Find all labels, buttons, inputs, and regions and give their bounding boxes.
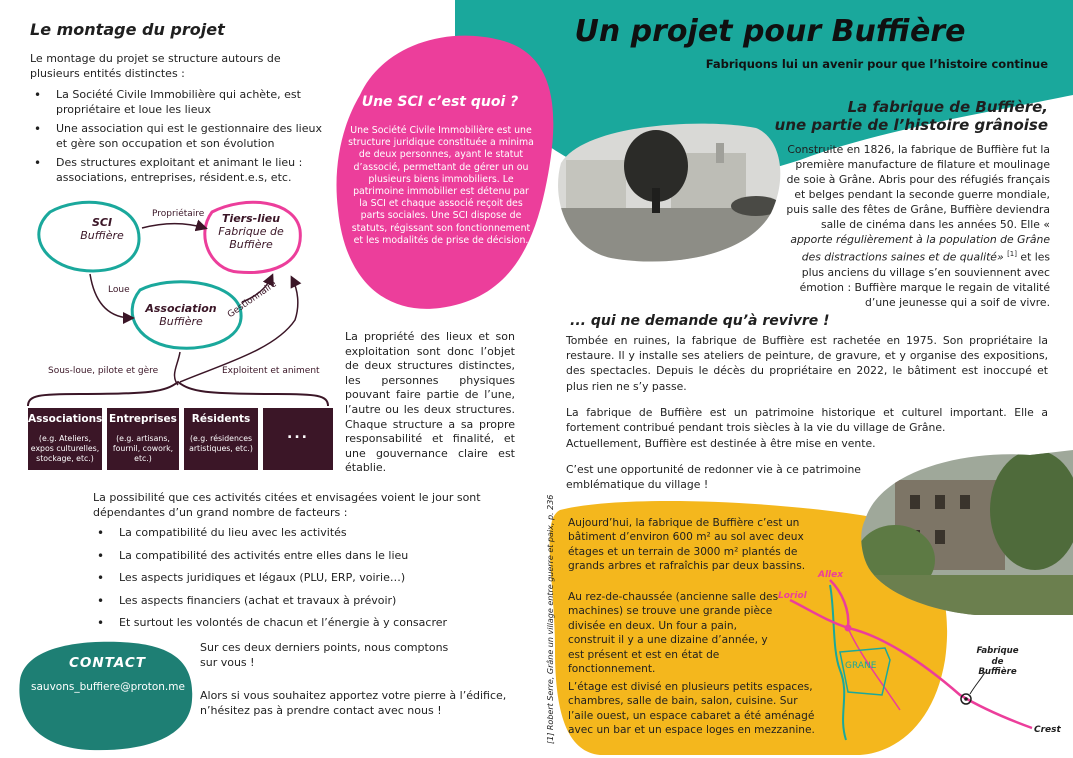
gestionnaire-label: Gestionnaire <box>226 279 279 321</box>
aujourdhui-p3: L’étage est divisé en plusieurs petits espaces, chambres, salle de bain, salon, cuisine. Sur l’aile ouest, un espace cabaret a été aménagé avec un bar et un espace loges en mezzanine. <box>568 681 815 737</box>
fabrique-title: La fabrique de Buffière, une partie de l’histoire grânoise <box>774 98 1048 134</box>
list-item: • Les aspects juridiques et légaux (PLU, ERP, voirie…) <box>93 571 513 586</box>
map-label-crest: Crest <box>1034 725 1061 735</box>
road-loriol <box>790 600 848 628</box>
sous-loue-label: Sous-loue, pilote et gère <box>48 366 159 376</box>
page-subtitle: Fabriquons lui un avenir pour que l’histoire continue <box>705 57 1048 71</box>
facteurs-intro: La possibilité que ces activités citées et envisagées voient le jour sont dépendantes d’un grand nombre de facteurs : <box>93 491 481 519</box>
list-item: • Des structures exploitant et animant le lieu : associations, entreprises, résident.e.s, etc. <box>30 156 330 185</box>
sous-loue-branch <box>175 352 180 385</box>
sci-def-title: Une SCI c’est quoi ? <box>361 94 519 110</box>
contact-line1: Sur ces deux derniers points, nous comptons sur vous ! <box>200 641 449 670</box>
exploitent-label: Exploitent et animent <box>222 366 320 376</box>
citation: [1] Robert Serre, Grâne un village entre guerre et paix, p. 236 <box>546 494 555 744</box>
list-item: • La compatibilité du lieu avec les activités <box>93 526 513 541</box>
map-label-fabrique: Fabrique de Buffière <box>976 646 1019 677</box>
aujourdhui-p1: Aujourd’hui, la fabrique de Buffière c’est un bâtiment d’environ 600 m² au sol avec deux étages et un terrain de 3000 m² plantés de grands arbres et rafraîchis par deux bassins. <box>568 517 806 573</box>
box-more: ... <box>263 408 333 470</box>
montage-intro: Le montage du projet se structure autours de plusieurs entités distinctes : <box>30 52 281 80</box>
brace <box>28 382 328 406</box>
sci-def-text: Une Société Civile Immobilière est une structure juridique constituée a minima de deux personnes, ayant le statut d’associé, permettant de gérer un ou plusieurs biens immobiliers. Le patrimoine immobilier est détenu par la SCI et chaque associé reçoit des parts sociales. Une SCI dispose de statuts, régissant son fonctionnement et les modalités de prise de décision. <box>348 125 534 246</box>
montage-title: Le montage du projet <box>30 20 225 39</box>
revivre-p3: Actuellement, Buffière est destinée à être mise en vente. <box>566 437 876 450</box>
contact-title: CONTACT <box>69 655 146 671</box>
map-label-grane: GRANE <box>845 661 877 671</box>
list-item: • La Société Civile Immobilière qui achète, est propriétaire et loue les lieux <box>30 88 330 117</box>
box-entreprises: Entreprises (e.g. artisans, fournil, cowork, etc.) <box>107 408 179 470</box>
revivre-p2: La fabrique de Buffière est un patrimoine historique et culturel important. Elle a fortement contribué pendant trois siècles à la vie du village de Grâne. <box>566 406 1048 435</box>
river <box>830 585 846 740</box>
list-item: • Une association qui est le gestionnaire des lieux et gère son occupation et son évolution <box>30 122 330 151</box>
proprietaire-arrow <box>142 224 205 229</box>
revivre-title: ... qui ne demande qu’à revivre ! <box>570 313 830 329</box>
revivre-p1: Tombée en ruines, la fabrique de Buffière est rachetée en 1975. Son propriétaire la restaure. Il y installe ses ateliers de peinture, de gravure, et y organise des expositions, des spectacles. Depuis le décès du propriétaire en 2022, le bâtiment est inoccupé et plus rien ne s’y passe. <box>566 334 1048 393</box>
fabrique-old-photo <box>556 118 786 266</box>
propriete-text: La propriété des lieux et son exploitation sont donc l’objet de deux structures distinctes, les personnes physiques pouvant faire partie de l’une, l’autre ou les deux structures. Chaque structure a sa propre responsabilité et finalité, et une gouvernance claire est établie. <box>345 330 515 475</box>
grane-outline <box>840 648 890 695</box>
sci-label: SCI Buffière <box>80 216 124 242</box>
aujourdhui-p2: Au rez-de-chaussée (ancienne salle des machines) se trouve une grande pièce divisée en deux. Un four a pain, construit il y a une dizaine d’année, y est présent et est en état de fonctionnement. <box>568 591 779 676</box>
box-residents: Résidents (e.g. résidences artistiques, etc.) <box>184 408 258 470</box>
road-main <box>848 628 1032 728</box>
proprietaire-label: Propriétaire <box>152 209 205 219</box>
loue-label: Loue <box>108 285 130 295</box>
list-item: • Et surtout les volontés de chacun et l’énergie à y consacrer <box>93 616 513 631</box>
list-item: • La compatibilité des activités entre elles dans le lieu <box>93 549 513 564</box>
page-title: Un projet pour Buffière <box>574 14 966 49</box>
map <box>770 560 1073 758</box>
contact-email[interactable]: sauvons_buffiere@proton.me <box>31 681 185 693</box>
loue-arrow <box>90 274 132 318</box>
fabrique-text: Construite en 1826, la fabrique de Buffière fut la première manufacture de filature et moulinage de soie à Grâne. Abris pour des réfugiés français et belges pendant la seconde guerre mondiale, puis salle des fêtes de Grâne, Buffière deviendra salle de cinéma dans les années 50. Elle « apporte régulièrement à la population de Grâne des distractions saines et de qualité» [1] et les plus anciens du village s’en souviennent avec émotion : Buffière marque le regain de vitalité d’une jeunesse qui a soif de vivre. <box>786 143 1050 309</box>
list-item: • Les aspects financiers (achat et travaux à prévoir) <box>93 594 513 609</box>
association-label: Association Buffière <box>145 302 217 328</box>
contact-line2: Alors si vous souhaitez apportez votre pierre à l’édifice, n’hésitez pas à prendre contact avec nous ! <box>200 689 507 718</box>
montage-list <box>30 88 330 191</box>
map-label-allex: Allex <box>818 570 844 580</box>
revivre-p4: C’est une opportunité de redonner vie à ce patrimoine emblématique du village ! <box>566 463 861 492</box>
facteurs-list <box>93 526 513 639</box>
tiers-lieu-label: Tiers-lieu Fabrique de Buffière <box>218 212 284 251</box>
map-label-loriol: Loriol <box>778 591 807 601</box>
box-associations: Associations (e.g. Ateliers, expos culturelles, stockage, etc.) <box>28 408 102 470</box>
